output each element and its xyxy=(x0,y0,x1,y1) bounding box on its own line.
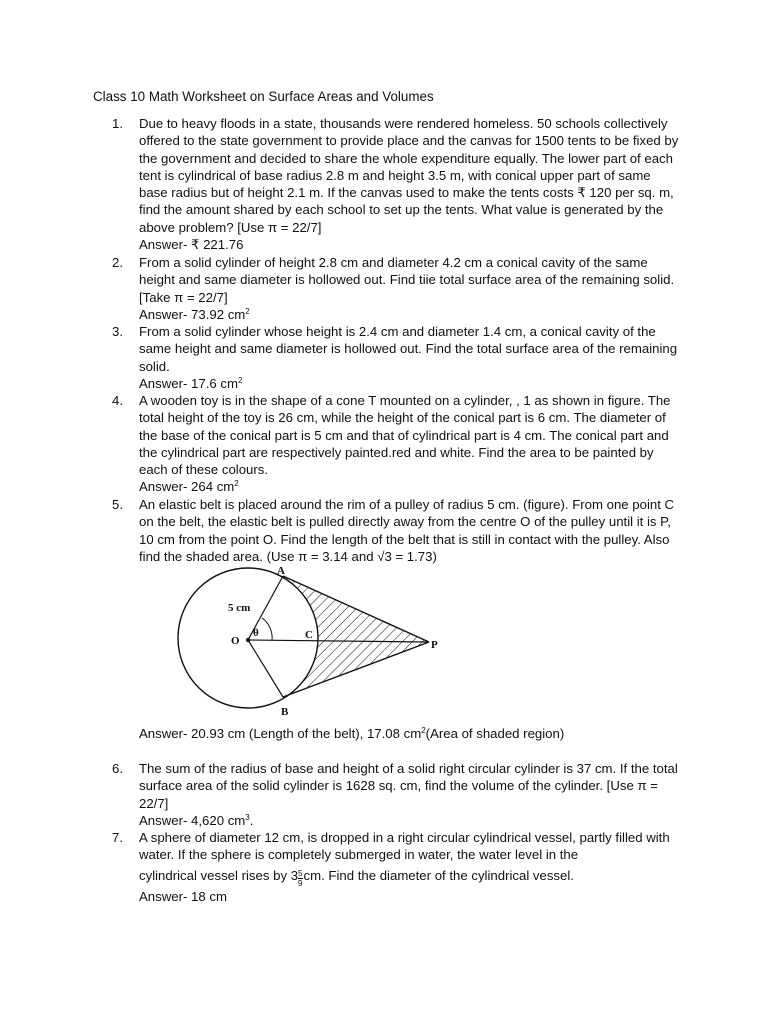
question-text-continued: cylindrical vessel rises by 3 $\frac{5}{9}$ cm. Find the diameter of the cylindrical vessel. xyxy=(139,867,574,888)
question-text: Due to heavy floods in a state, thousands were rendered homeless. 50 schools collectively offered to the state government to provide place and the canvas for 1500 tents to be fixed by the government and decided to share the whole expenditure equally. The lower part of each tent is cylindrical of base radius 2.8 m and height 3.5 m, with conical upper part of same base radius but of height 2.1 m. If the canvas used to make the tents costs ₹ 120 per sq. m, find the amount shared by each school to set up the tents. What value is generated by the above problem? [Use π = 22/7] xyxy=(139,116,679,235)
answer: Answer- 4,620 $cm^3$. xyxy=(139,812,254,828)
fraction: $\frac{5}{9}$ xyxy=(298,868,303,888)
question-2 xyxy=(112,254,679,323)
question-5 xyxy=(112,496,679,565)
question-4 xyxy=(112,392,679,496)
answer: Answer- 264 $cm^2$ xyxy=(139,479,239,495)
question-number: 4. xyxy=(112,393,123,408)
label-p: P xyxy=(431,639,438,651)
question-number: 6. xyxy=(112,761,123,776)
question-text: From a solid cylinder of height 2.8 cm and diameter 4.2 cm a conical cavity of the same height and same diameter is hollowed out. Find tiie total surface area of the remaining solid. [Take π = 22/7] xyxy=(139,255,675,305)
answer: Answer- 18 cm xyxy=(139,888,227,904)
question-number: 1. xyxy=(112,116,123,131)
question-number: 2. xyxy=(112,255,123,270)
question-text: The sum of the radius of base and height of a solid right circular cylinder is 37 cm. If the total surface area of the solid cylinder is 1628 sq. cm, find the volume of the cylinder. [Use π = 22/7] xyxy=(139,761,678,811)
question-3 xyxy=(112,323,679,392)
angle-arc xyxy=(262,618,272,640)
question-text: A sphere of diameter 12 cm, is dropped in a right circular cylindrical vessel, partly filled with water. If the sphere is completely submerged in water, the water level in the xyxy=(139,830,670,863)
label-b: B xyxy=(281,706,289,718)
label-a: A xyxy=(277,565,285,577)
answer: Answer- 73.92 $cm^2$ xyxy=(139,306,250,322)
worksheet-title: Class 10 Math Worksheet on Surface Areas and Volumes xyxy=(93,89,434,104)
question-number: 7. xyxy=(112,830,123,845)
answer: Answer- 17.6 $cm^2$ xyxy=(139,375,243,391)
question-text: From a solid cylinder whose height is 2.4 cm and diameter 1.4 cm, a conical cavity of the same height and same diameter is hollowed out. Find the total surface area of the remaining solid. xyxy=(139,324,678,374)
question-6 xyxy=(112,760,679,829)
pulley-figure xyxy=(165,562,455,720)
question-7 xyxy=(112,829,679,905)
question-1 xyxy=(112,115,679,253)
label-o: O xyxy=(231,635,240,647)
answer: Answer- ₹ 221.76 xyxy=(139,237,244,253)
question-text: A wooden toy is in the shape of a cone T mounted on a cylinder, , 1 as shown in figure. The total height of the toy is 26 cm, while the height of the conical part is 6 cm. The diameter of the base of the conical part is 5 cm and that of cylindrical part is 4 cm. The conical part and the cylindrical part are respectively painted.red and white. Find the area to be painted by each of these colours. xyxy=(139,393,671,478)
label-radius: 5 cm xyxy=(228,602,251,614)
answer: Answer- 20.93 cm (Length of the belt), 17.08 $cm^2(Area$ of shaded region) xyxy=(139,726,565,741)
question-text: An elastic belt is placed around the rim of a pulley of radius 5 cm. (figure). From one point C on the belt, the elastic belt is pulled directly away from the centre O of the pulley until it is P, 10 cm from the point O. Find the length of the belt that is still in contact with the pulley. Also find the shaded area. (Use π = 3.14 and √3 = 1.73) xyxy=(139,497,675,564)
label-theta: θ xyxy=(253,627,259,639)
radius-ob xyxy=(248,640,283,697)
question-number: 3. xyxy=(112,324,123,339)
question-number: 5. xyxy=(112,497,123,512)
label-c: C xyxy=(305,629,313,641)
center-dot xyxy=(246,638,250,642)
